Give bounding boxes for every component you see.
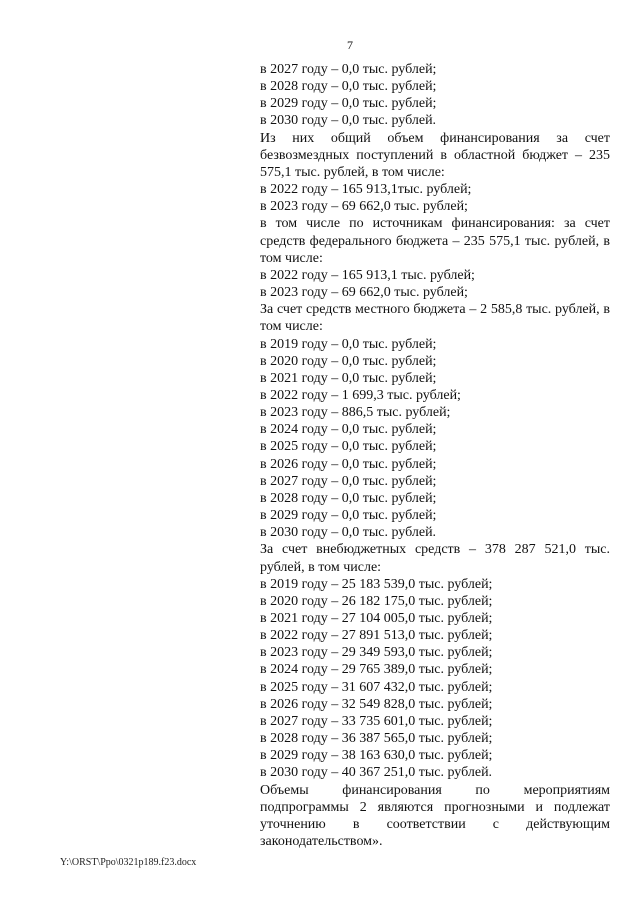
line-2027-extrabudgetary: в 2027 году – 33 735 601,0 тыс. рублей; <box>260 713 493 729</box>
line-2025-local: в 2025 году – 0,0 тыс. рублей; <box>260 439 437 455</box>
line-2030-total: в 2030 году – 0,0 тыс. рублей. <box>260 113 437 129</box>
line-2028-total: в 2028 году – 0,0 тыс. рублей; <box>260 79 437 95</box>
line-2023-extrabudgetary: в 2023 году – 29 349 593,0 тыс. рублей; <box>260 645 493 661</box>
line-2029-extrabudgetary: в 2029 году – 38 163 630,0 тыс. рублей; <box>260 748 493 764</box>
line-2020-local: в 2020 году – 0,0 тыс. рублей; <box>260 353 437 369</box>
financing-text-block <box>260 61 610 850</box>
line-2020-extrabudgetary: в 2020 году – 26 182 175,0 тыс. рублей; <box>260 593 493 609</box>
line-2019-extrabudgetary: в 2019 году – 25 183 539,0 тыс. рублей; <box>260 576 493 592</box>
line-2019-local: в 2019 году – 0,0 тыс. рублей; <box>260 336 437 352</box>
line-2025-extrabudgetary: в 2025 году – 31 607 432,0 тыс. рублей; <box>260 679 493 695</box>
line-2023-federal: в 2023 году – 69 662,0 тыс. рублей; <box>260 285 468 301</box>
line-2024-extrabudgetary: в 2024 году – 29 765 389,0 тыс. рублей; <box>260 662 493 678</box>
line-2028-extrabudgetary: в 2028 году – 36 387 565,0 тыс. рублей; <box>260 731 493 747</box>
file-path-footer: Y:\ORST\Ppo\0321p189.f23.docx <box>60 857 197 868</box>
paragraph-federal-budget: в том числе по источникам финансирования: за счет средств федерального бюджета – 235 575,1 тыс. рублей, в том числе: <box>260 216 610 266</box>
line-2027-total: в 2027 году – 0,0 тыс. рублей; <box>260 62 437 77</box>
line-2030-local: в 2030 году – 0,0 тыс. рублей. <box>260 525 437 541</box>
line-2021-extrabudgetary: в 2021 году – 27 104 005,0 тыс. рублей; <box>260 611 493 626</box>
line-2028-local: в 2028 году – 0,0 тыс. рублей; <box>260 490 437 506</box>
paragraph-extrabudgetary: За счет внебюджетных средств – 378 287 521,0 тыс. рублей, в том числе: <box>260 542 610 575</box>
line-2022-local: в 2022 году – 1 699,3 тыс. рублей; <box>260 387 461 403</box>
line-2022-federal: в 2022 году – 165 913,1 тыс. рублей; <box>260 267 475 283</box>
paragraph-gratuitous-receipts: Из них общий объем финансирования за счет безвозмездных поступлений в областной бюджет – 235 575,1 тыс. рублей, в том числе: <box>260 130 610 180</box>
line-2022-extrabudgetary: в 2022 году – 27 891 513,0 тыс. рублей; <box>260 628 493 644</box>
line-2029-local: в 2029 году – 0,0 тыс. рублей; <box>260 508 437 524</box>
paragraph-local-budget: За счет средств местного бюджета – 2 585,8 тыс. рублей, в том числе: <box>260 302 610 335</box>
line-2026-local: в 2026 году – 0,0 тыс. рублей; <box>260 456 437 472</box>
line-2022-gratuitous: в 2022 году – 165 913,1тыс. рублей; <box>260 182 472 198</box>
line-2029-total: в 2029 году – 0,0 тыс. рублей; <box>260 96 437 112</box>
line-2027-local: в 2027 году – 0,0 тыс. рублей; <box>260 473 437 489</box>
line-2023-gratuitous: в 2023 году – 69 662,0 тыс. рублей; <box>260 199 468 215</box>
paragraph-forecast-note: Объемы финансирования по мероприятиям подпрограммы 2 являются прогнозными и подлежат уточнению в соответствии с действующим законодательством». <box>260 782 610 850</box>
line-2024-local: в 2024 году – 0,0 тыс. рублей; <box>260 422 437 438</box>
line-2030-extrabudgetary: в 2030 году – 40 367 251,0 тыс. рублей. <box>260 765 493 781</box>
line-2023-local: в 2023 году – 886,5 тыс. рублей; <box>260 405 451 421</box>
page-number: 7 <box>347 38 353 52</box>
line-2021-local: в 2021 году – 0,0 тыс. рублей; <box>260 370 437 386</box>
line-2026-extrabudgetary: в 2026 году – 32 549 828,0 тыс. рублей; <box>260 696 493 712</box>
